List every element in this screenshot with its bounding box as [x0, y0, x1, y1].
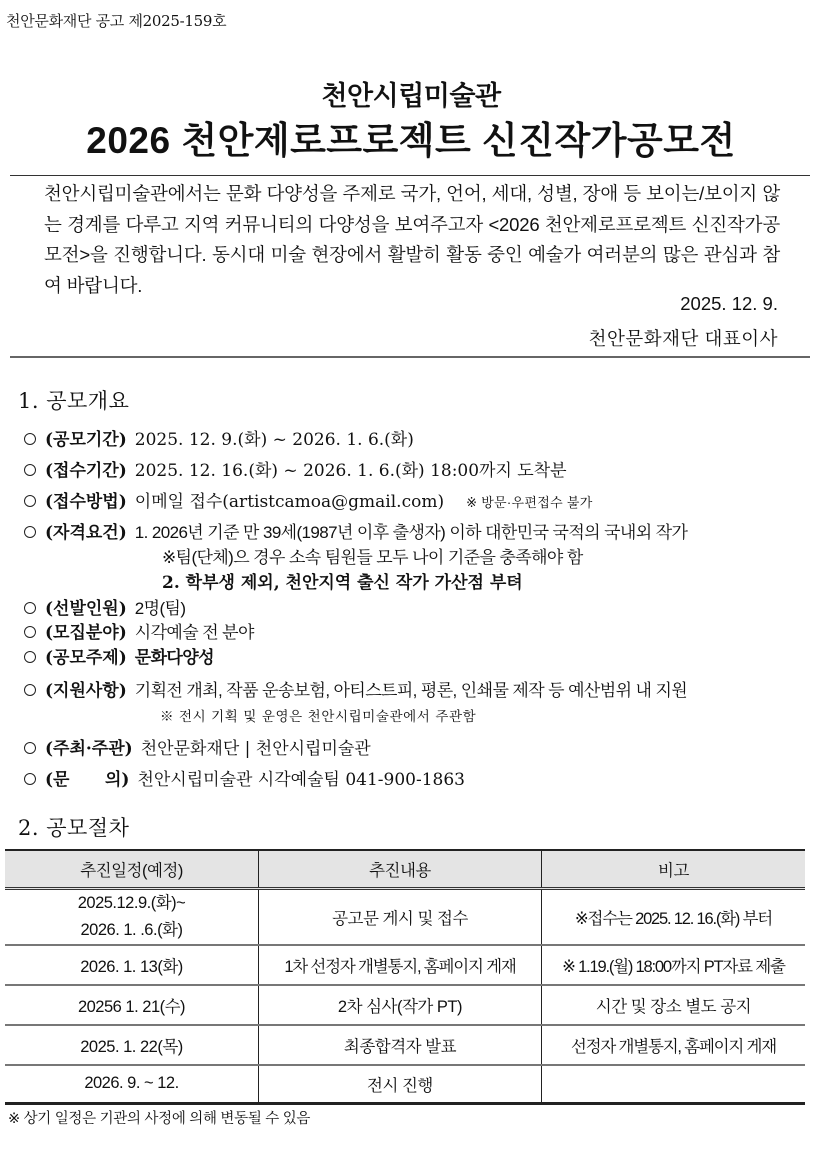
eligibility-condition-2: 2. 학부생 제외, 천안지역 출신 작가 가산점 부텨 [162, 573, 523, 593]
circle-bullet-icon [24, 433, 36, 445]
intro-paragraph: 천안시립미술관에서는 문화 다양성을 주제로 국가, 언어, 세대, 성별, 장애 등 보이는/보이지 않는 경계를 다루고 지역 커뮤니티의 다양성을 보여주고자 <2026 천안제로프로젝트 신진작가공모전>을 진행합니다. 동시대 미술 현장에서 활발히 활동 중인 예술가 여러분의 많은 관심과 참여 바랍니다. [44, 183, 780, 296]
item-label: (자격요건) [45, 523, 127, 543]
schedule-cell: 2026. 1. 13(화) [5, 945, 259, 985]
overview-item-field [24, 618, 254, 643]
content-cell: 최종합격자 발표 [259, 1025, 542, 1065]
item-label: (문 의) [45, 770, 130, 790]
column-header-content: 추진내용 [259, 850, 542, 889]
circle-bullet-icon [24, 742, 36, 754]
note-cell: ※접수는 2025. 12. 16.(화) 부터 [541, 889, 805, 946]
table-row [5, 985, 805, 1025]
item-value: 2025. 12. 16.(화) ~ 2026. 1. 6.(화) 18:00까지 도착분 [134, 461, 567, 481]
circle-bullet-icon [24, 773, 36, 785]
announcement-signature: 천안문화재단 대표이사 [588, 328, 778, 349]
item-label: (접수방법) [45, 492, 127, 512]
item-label: (접수기간) [45, 461, 127, 481]
item-value: 1. 2026년 기준 만 39세(1987년 이후 출생자) 이하 대한민국 국적의 국내외 작가 [134, 523, 688, 542]
circle-bullet-icon [24, 526, 36, 538]
schedule-date-end: 2026. 1. .6.(화) [80, 921, 183, 939]
overview-item-reception-period [24, 456, 567, 481]
circle-bullet-icon [24, 651, 36, 663]
column-header-note: 비고 [541, 850, 805, 889]
schedule-table [5, 849, 805, 1105]
item-label: (공모기간) [45, 430, 127, 450]
circle-bullet-icon [24, 626, 36, 638]
item-value: 2명(팀) [134, 599, 186, 618]
table-row [5, 1025, 805, 1065]
column-header-schedule: 추진일정(예정) [5, 850, 259, 889]
schedule-cell: 2025. 1. 22(목) [5, 1025, 259, 1065]
overview-item-selection-count [24, 594, 185, 619]
support-note: ※ 전시 기획 및 운영은 천안시립미술관에서 주관함 [160, 709, 477, 725]
circle-bullet-icon [24, 684, 36, 696]
item-value: 이메일 접수(artistcamoa@gmail.com) [134, 492, 445, 512]
note-cell: 시간 및 장소 별도 공지 [541, 985, 805, 1025]
section-heading-overview: 1. 공모개요 [18, 389, 130, 413]
item-value: 천안시립미술관 시각예술팀 041-900-1863 [137, 770, 465, 790]
overview-item-support [24, 676, 687, 701]
table-row [5, 889, 805, 946]
overview-item-period [24, 425, 414, 450]
overview-item-host [24, 734, 371, 759]
circle-bullet-icon [24, 464, 36, 476]
item-value: 문화다양성 [134, 648, 214, 667]
schedule-cell: 20256 1. 21(수) [5, 985, 259, 1025]
divider-bottom [10, 356, 810, 358]
schedule-cell [5, 889, 259, 946]
announcement-date: 2025. 12. 9. [680, 293, 778, 314]
page-title: 2026 천안제로프로젝트 신진작가공모전 [86, 120, 736, 161]
content-cell: 2차 심사(작가 PT) [259, 985, 542, 1025]
item-value: 기획전 개최, 작품 운송보험, 아티스트피, 평론, 인쇄물 제작 등 예산범위 내 지원 [134, 681, 688, 700]
table-row [5, 945, 805, 985]
item-label: (공모주제) [45, 648, 127, 668]
table-header-row [5, 850, 805, 889]
schedule-cell: 2026. 9. ~ 12. [5, 1065, 259, 1103]
schedule-footnote: ※ 상기 일정은 기관의 사정에 의해 변동될 수 있음 [8, 1111, 311, 1127]
circle-bullet-icon [24, 495, 36, 507]
circle-bullet-icon [24, 602, 36, 614]
item-value: 2025. 12. 9.(화) ~ 2026. 1. 6.(화) [134, 430, 414, 450]
overview-item-theme [24, 643, 214, 668]
note-cell: ※ 1.19.(월) 18:00까지 PT자료 제출 [541, 945, 805, 985]
item-value: 시각예술 전 분야 [134, 623, 254, 642]
item-note: ※ 방문·우편접수 불가 [466, 495, 593, 510]
document-number: 천안문화재단 공고 제2025-159호 [6, 12, 227, 30]
item-value: 천안문화재단 | 천안시립미술관 [140, 739, 371, 759]
eligibility-team-note: ※팀(단체)으 경우 소속 팀원들 모두 나이 기준을 충족해야 함 [162, 548, 583, 567]
divider-top [10, 175, 810, 176]
item-label: (주최·주관) [45, 739, 133, 759]
note-cell: 선정자 개별통지, 홈페이지 게재 [541, 1025, 805, 1065]
overview-item-inquiry [24, 765, 465, 790]
overview-item-reception-method [24, 487, 593, 512]
overview-item-eligibility [24, 518, 687, 543]
content-cell: 1차 선정자 개별통지, 홈페이지 게재 [259, 945, 542, 985]
content-cell: 공고문 게시 및 접수 [259, 889, 542, 946]
content-cell: 전시 진행 [259, 1065, 542, 1103]
item-label: (선발인원) [45, 599, 127, 619]
item-label: (모집분야) [45, 623, 127, 643]
note-cell [541, 1065, 805, 1103]
schedule-date-start: 2025.12.9.(화)~ [77, 894, 186, 912]
table-row [5, 1065, 805, 1103]
organization-title: 천안시립미술관 [321, 81, 501, 111]
section-heading-procedure: 2. 공모절차 [18, 816, 130, 840]
item-label: (지원사항) [45, 681, 127, 701]
